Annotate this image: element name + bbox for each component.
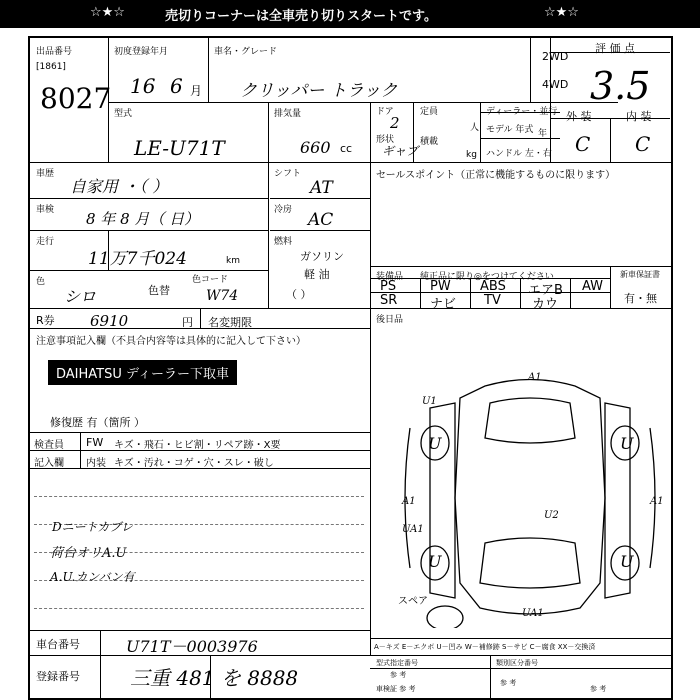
form-label-2: 参 考: [390, 671, 407, 679]
car-damage-diagram: [390, 368, 680, 628]
reg-month-unit: 月: [190, 84, 203, 98]
fuel-diesel: 軽 油: [304, 268, 330, 281]
car-name: クリッパー トラック: [240, 81, 398, 101]
lot-sub: [1861]: [36, 62, 66, 72]
fw-items: キズ・飛石・ヒビ割・リペア跡・X要: [114, 440, 281, 451]
mileage-value: 11万7千024: [88, 249, 187, 269]
model-label: 型式: [114, 109, 133, 119]
equip-airbag: エアB: [528, 283, 563, 298]
in-label: 内装: [86, 458, 106, 469]
form-label-1: 型式指定番号: [376, 659, 418, 667]
new-warranty-label: 新車保証書: [620, 270, 660, 279]
banner-text: 売切りコーナーは全車売り切りスタートです。: [165, 9, 437, 24]
post-label: 後日品: [376, 315, 404, 325]
mark-wheel-fl: U: [428, 434, 442, 453]
history-value: 自家用 ・（ ）: [70, 177, 169, 196]
door-value: 2: [390, 114, 400, 132]
repair-history: 修復歴 有（箇所 ）: [50, 416, 145, 429]
equip-navi: ナビ: [430, 297, 457, 312]
inspector-label-2: 記入欄: [34, 458, 64, 469]
drive-4wd: 4WD: [542, 78, 569, 91]
fuel-other: （ ）: [286, 288, 312, 301]
car-label: 車名・グレード: [214, 47, 278, 57]
mark-left-side: A1: [402, 496, 416, 507]
equip-label: 装備品: [376, 272, 404, 282]
equip-aw: AW: [582, 279, 604, 294]
shape-value: ギャブ: [382, 144, 419, 158]
header-banner: [0, 0, 700, 28]
chassis-value: U71T－0003976: [126, 637, 258, 656]
mark-front-left: U1: [422, 396, 437, 407]
in-items: キズ・汚れ・コゲ・穴・スレ・破し: [114, 458, 274, 469]
fuel-gas: ガソリン: [300, 250, 344, 263]
disp-label: 排気量: [274, 109, 302, 119]
score-int-label: 内 装: [626, 110, 652, 123]
plate-value: 三重 481 を 8888: [130, 666, 299, 690]
shape-label: 形状: [376, 135, 395, 145]
equip-tv: TV: [484, 293, 501, 308]
equip-sr: SR: [380, 293, 398, 308]
color-code-label: 色コード: [192, 275, 229, 285]
mark-right-side: A1: [650, 496, 664, 507]
score-ext-label: 外 装: [566, 110, 592, 123]
color-change-label: 色替: [148, 284, 170, 297]
mark-left-rear: UA1: [402, 524, 424, 535]
handle-label: ハンドル 左・右: [486, 149, 552, 159]
reg-year: 16: [130, 74, 156, 98]
form-label-5: 参 考: [500, 679, 517, 687]
score-ext: C: [575, 132, 591, 156]
score-label: 評 価 点: [595, 42, 635, 55]
equip-pw: PW: [430, 279, 451, 294]
note-line-3: A.U.カンバン有: [50, 570, 135, 584]
mark-rear: UA1: [522, 608, 544, 619]
recycle-label: R券: [36, 314, 55, 327]
capacity-unit: 人: [470, 123, 480, 133]
load-label: 積載: [420, 137, 439, 147]
auction-sheet: [28, 36, 673, 700]
damage-legend: A－キズ E－エクボ U－凹み W－補修跡 S－サビ C－腐食 XX－交換済: [374, 643, 596, 651]
recycle-unit: 円: [182, 316, 193, 329]
color-label: 色: [36, 277, 46, 287]
recycle-value: 6910: [90, 312, 129, 330]
shift-label: シフト: [274, 169, 302, 179]
year-unit: 年: [538, 129, 548, 139]
score-int: C: [635, 132, 651, 156]
form-label-6: 参 考: [590, 685, 607, 693]
capacity-label: 定員: [420, 107, 439, 117]
color-value: シロ: [64, 287, 97, 306]
door-label: ドア: [376, 107, 394, 117]
equip-ps: PS: [380, 279, 397, 294]
plate-label: 登録番号: [36, 670, 80, 683]
inspector-label-1: 検査員: [34, 440, 64, 451]
note-line-2: 荷台オリA.U: [50, 546, 127, 561]
equip-note: 純正品に限り◎をつけてください: [420, 272, 554, 282]
fw-label: FW: [86, 436, 104, 449]
lot-number: 8027: [40, 82, 112, 115]
mark-front: A1: [528, 372, 542, 383]
shift-value: AT: [310, 178, 333, 198]
inspect-value: 8 年 8 月（ 日）: [86, 210, 200, 228]
disp-unit: cc: [340, 142, 353, 155]
form-label-3: 類別区分番号: [496, 659, 538, 667]
mark-wheel-rl: U: [428, 552, 442, 571]
mileage-unit: km: [226, 256, 240, 266]
spare-label: スペア: [398, 596, 428, 607]
banner-stars-left: ☆★☆: [90, 5, 125, 20]
note-line-1: Dニートカブレ: [52, 520, 133, 534]
lot-label: 出品番号: [36, 47, 73, 57]
reg-month: 6: [170, 74, 183, 98]
equip-abs: ABS: [480, 279, 506, 294]
dealer-badge: DAIHATSU ディーラー下取車: [48, 360, 237, 385]
equip-cow: カウ: [532, 297, 559, 312]
model-value: LE-U71T: [134, 136, 225, 160]
load-unit: kg: [466, 150, 477, 160]
inspect-label: 車検: [36, 205, 55, 215]
score-value: 3.5: [590, 64, 651, 108]
model-year-label: モデル 年式: [486, 125, 534, 135]
mark-wheel-rr: U: [620, 552, 634, 571]
fuel-label: 燃料: [274, 237, 293, 247]
notes-label: 注意事項記入欄（不具合内容等は具体的に記入して下さい）: [36, 336, 306, 347]
drive-2wd: 2WD: [542, 50, 569, 63]
banner-stars-right: ☆★☆: [544, 5, 579, 20]
ac-label: 冷房: [274, 205, 293, 215]
form-label-4: 車検証 参 考: [376, 685, 416, 693]
color-code: W74: [206, 288, 239, 304]
mileage-label: 走行: [36, 237, 55, 247]
mark-wheel-fr: U: [620, 434, 634, 453]
mark-bed: U2: [544, 510, 559, 521]
name-change-label: 名変期限: [208, 316, 252, 329]
dealer-label: ディーラー・並行: [486, 107, 558, 117]
reg-label: 初度登録年月: [114, 47, 169, 57]
chassis-label: 車台番号: [36, 638, 80, 651]
history-label: 車歴: [36, 169, 55, 179]
sales-label: セールスポイント（正常に機能するものに限ります）: [376, 170, 616, 181]
disp-value: 660: [300, 138, 331, 157]
ac-value: AC: [308, 210, 334, 230]
new-warranty-value: 有・無: [624, 292, 657, 305]
